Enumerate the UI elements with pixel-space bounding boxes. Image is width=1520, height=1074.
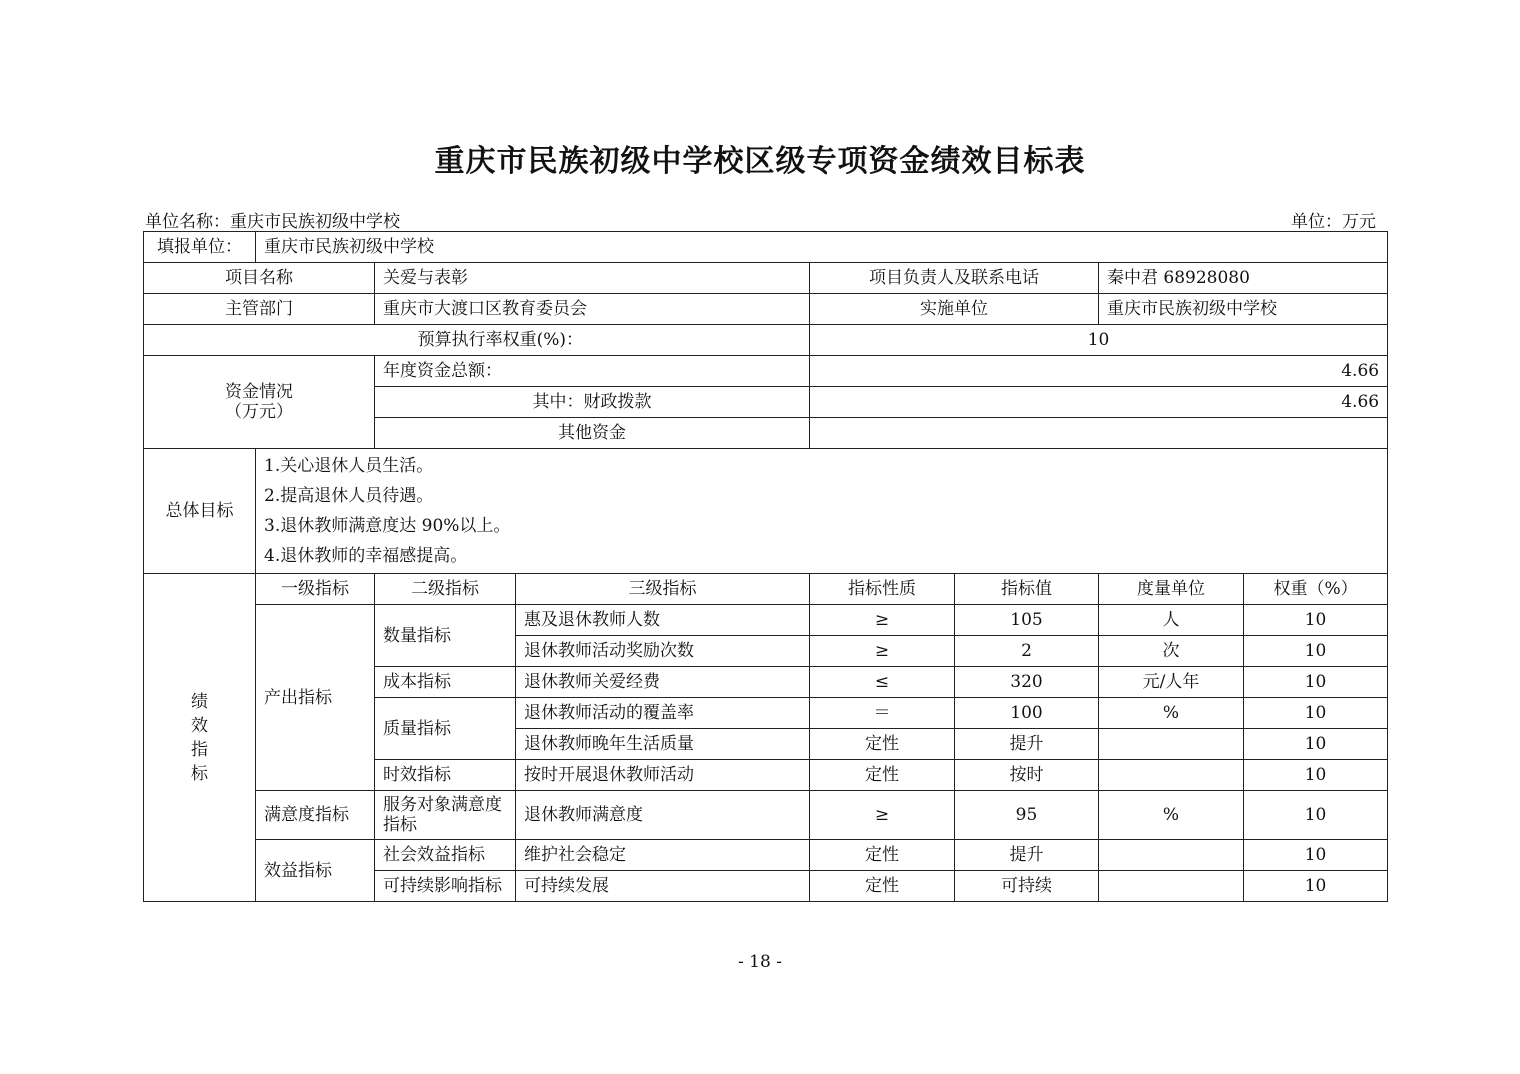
indicator-unit (1099, 729, 1244, 760)
indicator-weight: 10 (1244, 605, 1388, 636)
header-weight: 权重（%） (1244, 574, 1388, 605)
indicator-name: 退休教师关爱经费 (516, 667, 810, 698)
project-name-label: 项目名称 (144, 263, 375, 294)
funds-total-row (144, 356, 1388, 387)
header-unit: 度量单位 (1099, 574, 1244, 605)
impl-label: 实施单位 (810, 294, 1099, 325)
level2-timeliness: 时效指标 (375, 760, 516, 791)
impl-value: 重庆市民族初级中学校 (1099, 294, 1388, 325)
fill-unit-label: 填报单位： (144, 232, 256, 263)
goal-item: 3.退休教师满意度达 90%以上。 (264, 516, 511, 536)
goal-item: 1.关心退休人员生活。 (264, 456, 434, 476)
indicator-unit: 人 (1099, 605, 1244, 636)
goal-label: 总体目标 (144, 449, 256, 574)
indicator-value: 95 (955, 791, 1099, 840)
indicator-nature: 定性 (810, 729, 955, 760)
budget-weight-value: 10 (810, 325, 1388, 356)
indicator-nature: ≤ (810, 667, 955, 698)
unit-name: 单位名称：重庆市民族初级中学校 (145, 212, 400, 232)
indicator-weight: 10 (1244, 871, 1388, 902)
indicator-value: 100 (955, 698, 1099, 729)
indicator-value: 105 (955, 605, 1099, 636)
indicator-unit: 元/人年 (1099, 667, 1244, 698)
perf-char: 指 (191, 739, 208, 760)
indicator-name: 维护社会稳定 (516, 840, 810, 871)
header-level1: 一级指标 (256, 574, 375, 605)
goal-item: 4.退休教师的幸福感提高。 (264, 546, 468, 566)
project-row (144, 263, 1388, 294)
perf-char: 标 (191, 763, 208, 784)
level1-output: 产出指标 (256, 605, 375, 791)
indicator-weight: 10 (1244, 760, 1388, 791)
indicator-name: 退休教师晚年生活质量 (516, 729, 810, 760)
indicator-weight: 10 (1244, 840, 1388, 871)
funds-fiscal-value: 4.66 (810, 387, 1388, 418)
header-level2: 二级指标 (375, 574, 516, 605)
indicator-unit (1099, 840, 1244, 871)
fill-unit-value: 重庆市民族初级中学校 (256, 232, 1388, 263)
unit-label: 单位：万元 (1291, 212, 1376, 232)
indicator-nature: 定性 (810, 760, 955, 791)
indicator-unit: % (1099, 698, 1244, 729)
indicator-unit: % (1099, 791, 1244, 840)
indicator-unit: 次 (1099, 636, 1244, 667)
indicator-unit (1099, 871, 1244, 902)
page-number: - 18 - (738, 952, 782, 972)
indicator-nature: ≥ (810, 605, 955, 636)
indicator-nature: ＝ (810, 698, 955, 729)
leader-value: 秦中君 68928080 (1099, 263, 1388, 294)
dept-label: 主管部门 (144, 294, 375, 325)
indicator-weight: 10 (1244, 791, 1388, 840)
funds-fiscal-label: 其中：财政拨款 (375, 387, 810, 418)
indicator-value: 2 (955, 636, 1099, 667)
level1-satisfaction: 满意度指标 (256, 791, 375, 840)
indicator-value: 可持续 (955, 871, 1099, 902)
budget-weight-row (144, 325, 1388, 356)
header-level3: 三级指标 (516, 574, 810, 605)
level2-service: 服务对象满意度指标 (375, 791, 516, 840)
dept-row (144, 294, 1388, 325)
funds-total-label: 年度资金总额： (375, 356, 810, 387)
level2-quality: 质量指标 (375, 698, 516, 760)
performance-table (143, 231, 1388, 902)
indicator-value: 按时 (955, 760, 1099, 791)
budget-weight-label: 预算执行率权重(%)： (144, 325, 810, 356)
indicator-nature: ≥ (810, 791, 955, 840)
indicator-nature: 定性 (810, 871, 955, 902)
indicator-name: 惠及退休教师人数 (516, 605, 810, 636)
level2-sustain: 可持续影响指标 (375, 871, 516, 902)
dept-value: 重庆市大渡口区教育委员会 (375, 294, 810, 325)
fill-unit-row (144, 232, 1388, 263)
project-name-value: 关爱与表彰 (375, 263, 810, 294)
indicator-nature: ≥ (810, 636, 955, 667)
table-row (144, 840, 1388, 871)
indicator-value: 提升 (955, 729, 1099, 760)
indicator-name: 可持续发展 (516, 871, 810, 902)
header-value: 指标值 (955, 574, 1099, 605)
header-nature: 指标性质 (810, 574, 955, 605)
indicator-weight: 10 (1244, 698, 1388, 729)
indicator-unit (1099, 760, 1244, 791)
header-row (144, 574, 1388, 605)
funds-label (144, 356, 375, 449)
funds-label-line1: 资金情况 (225, 382, 293, 402)
indicator-weight: 10 (1244, 636, 1388, 667)
page-title: 重庆市民族初级中学校区级专项资金绩效目标表 (434, 144, 1086, 179)
indicator-value: 320 (955, 667, 1099, 698)
funds-label-line2: （万元） (225, 402, 293, 422)
perf-char: 效 (191, 715, 208, 736)
level2-cost: 成本指标 (375, 667, 516, 698)
indicator-value: 提升 (955, 840, 1099, 871)
indicator-nature: 定性 (810, 840, 955, 871)
table-row (144, 791, 1388, 840)
level2-quantity: 数量指标 (375, 605, 516, 667)
goals-row (144, 449, 1388, 574)
indicator-name: 退休教师活动的覆盖率 (516, 698, 810, 729)
indicator-weight: 10 (1244, 729, 1388, 760)
funds-total-value: 4.66 (810, 356, 1388, 387)
level1-benefit: 效益指标 (256, 840, 375, 902)
indicator-weight: 10 (1244, 667, 1388, 698)
perf-char: 绩 (191, 691, 208, 712)
goal-item: 2.提高退休人员待遇。 (264, 486, 434, 506)
funds-other-label: 其他资金 (375, 418, 810, 449)
indicator-name: 退休教师活动奖励次数 (516, 636, 810, 667)
perf-indicator-label (144, 574, 256, 902)
indicator-name: 按时开展退休教师活动 (516, 760, 810, 791)
funds-other-value (810, 418, 1388, 449)
table-row (144, 605, 1388, 636)
goal-list (256, 449, 1388, 574)
indicator-name: 退休教师满意度 (516, 791, 810, 840)
level2-social: 社会效益指标 (375, 840, 516, 871)
leader-label: 项目负责人及联系电话 (810, 263, 1099, 294)
